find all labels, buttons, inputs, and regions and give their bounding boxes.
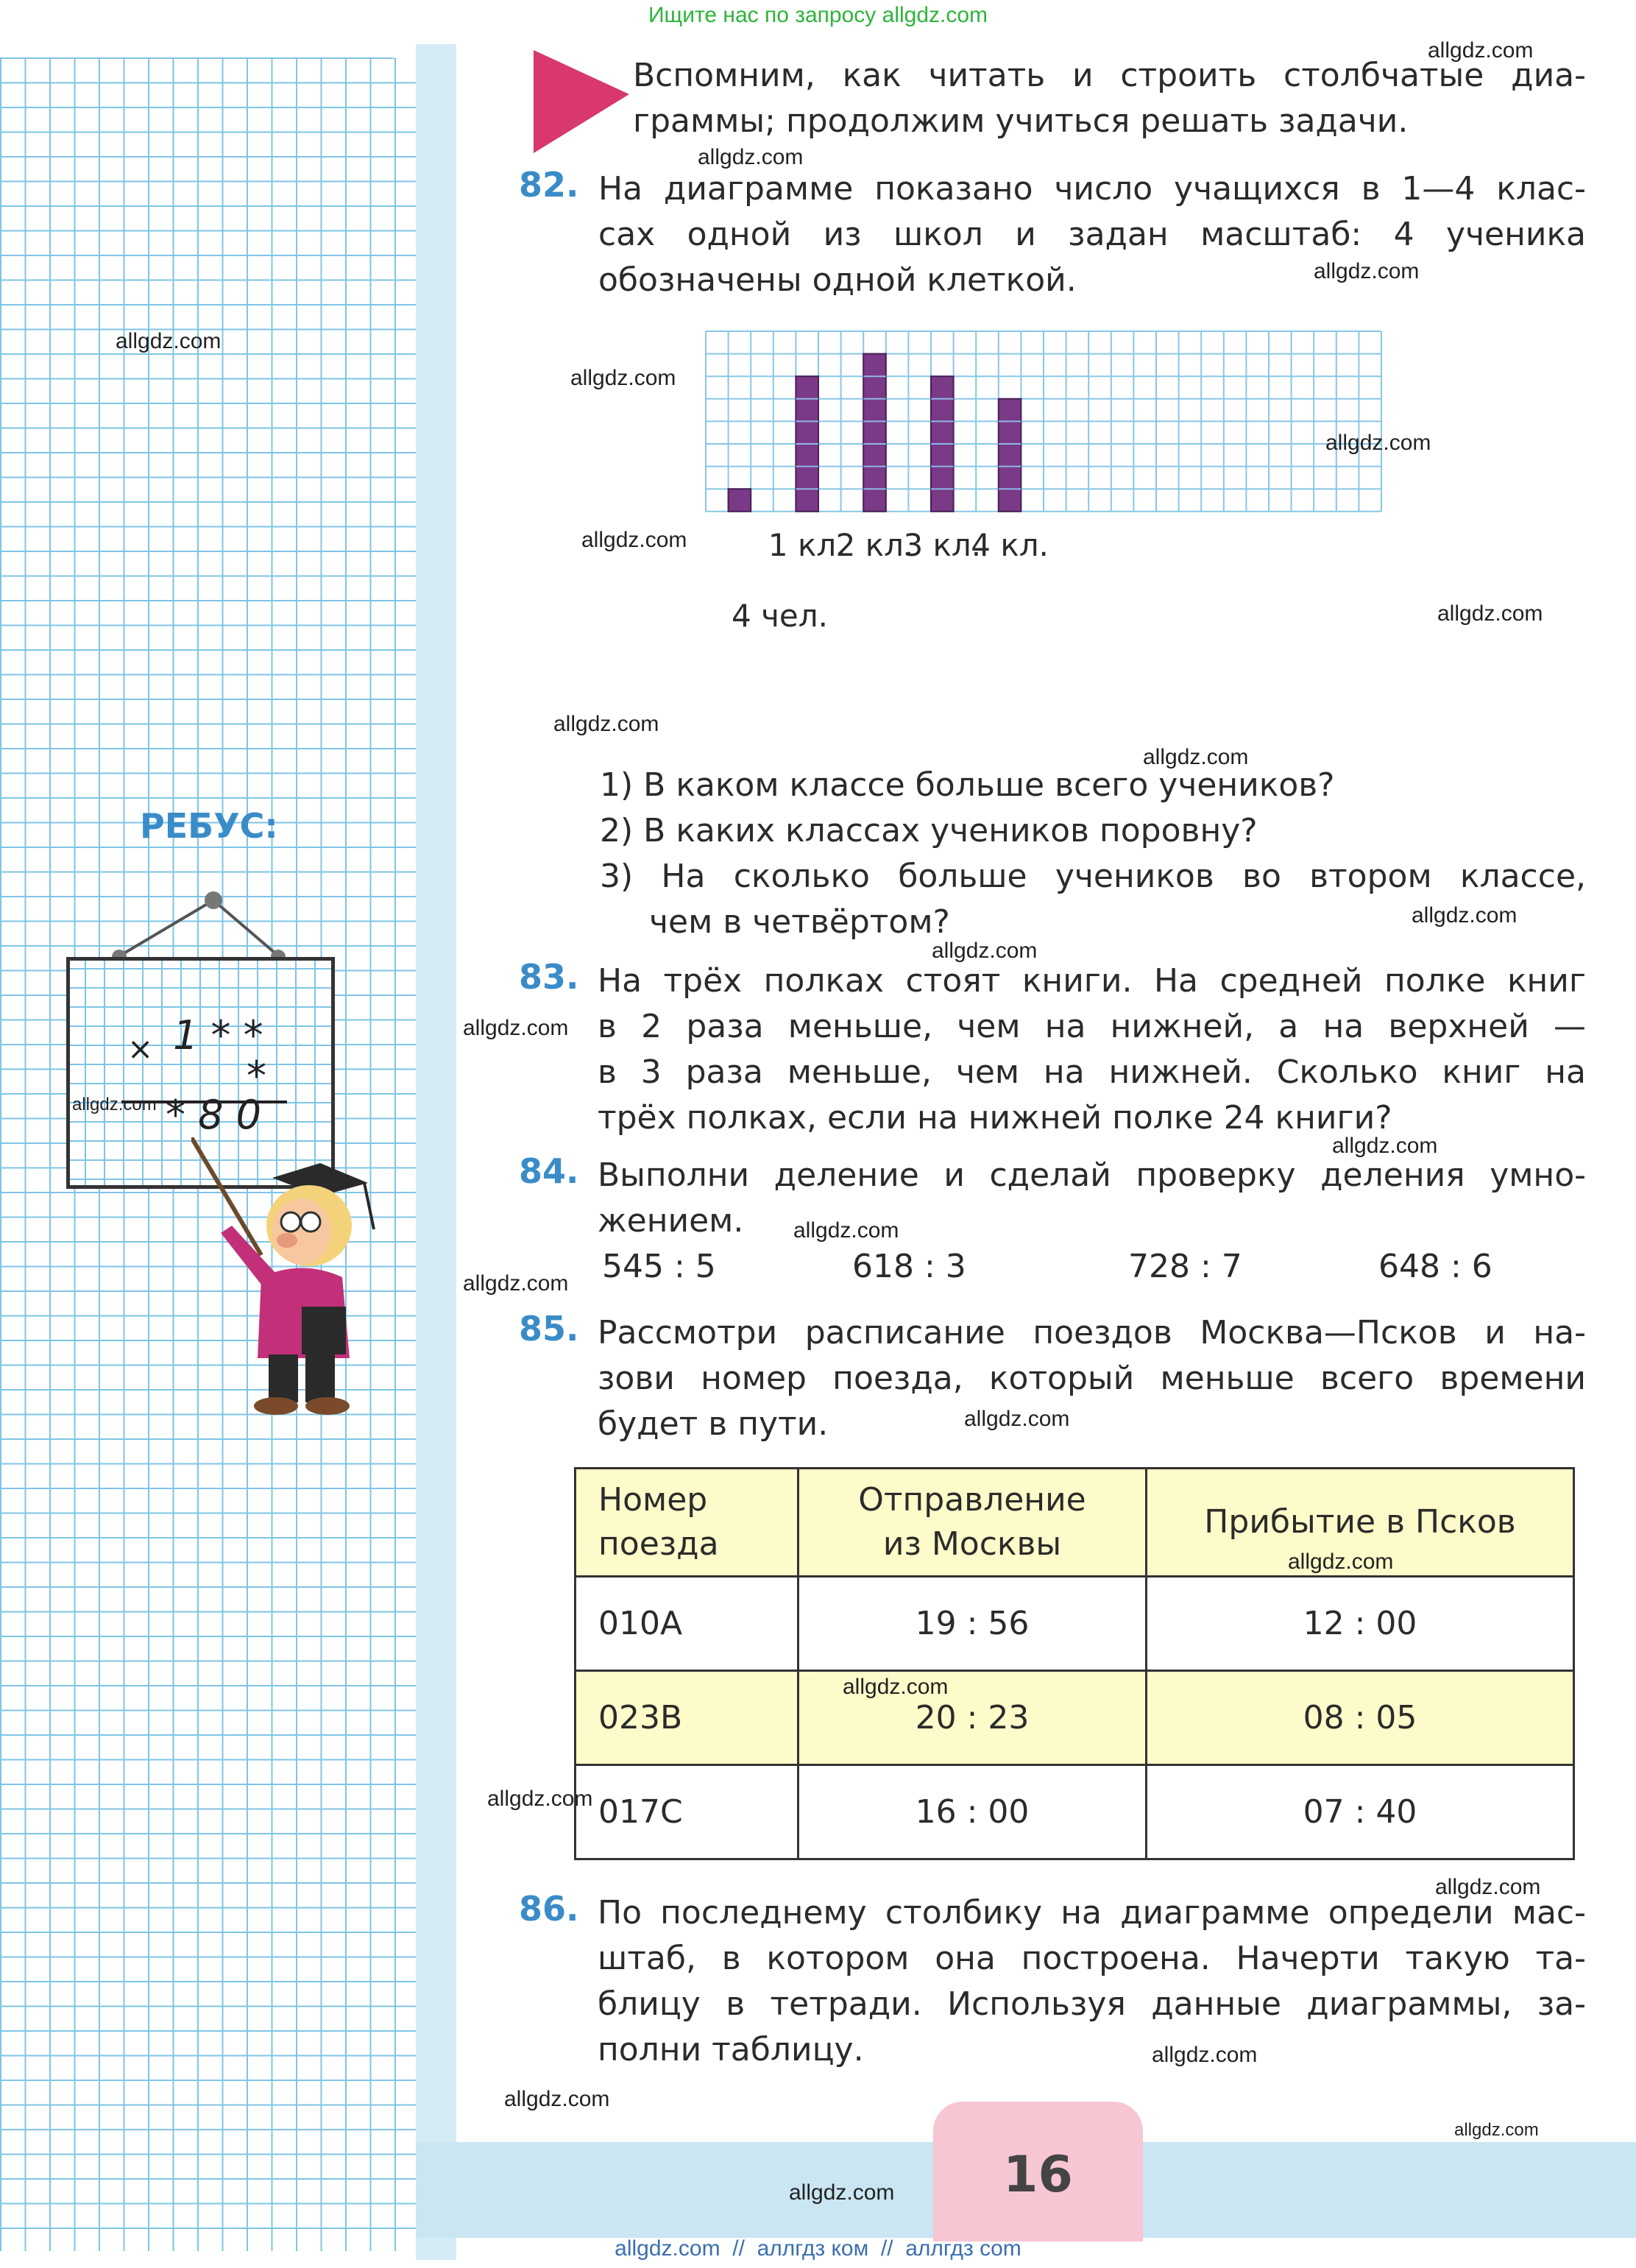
watermark: allgdz.com	[581, 528, 687, 552]
task-82-line-2: сах одной из школ и задан масштаб: 4 ученика	[598, 216, 1586, 253]
intro-triangle-icon	[534, 50, 629, 153]
watermark: allgdz.com	[1152, 2043, 1258, 2067]
task-85-line-3: будет в пути.	[598, 1405, 829, 1443]
chart-category-label: 2 кл.	[835, 526, 914, 563]
cell-arrival: 12 : 00	[1147, 1577, 1574, 1671]
watermark: allgdz.com	[793, 1218, 899, 1243]
task-82-question-3: 3) На сколько больше учеников во втором классе,	[600, 858, 1586, 895]
table-row	[576, 1577, 1574, 1671]
watermark: allgdz.com	[72, 1095, 157, 1114]
cell-arrival: 07 : 40	[1147, 1765, 1574, 1859]
task-82-question-2: 2) В каких классах учеников поровну?	[600, 812, 1258, 849]
watermark: allgdz.com	[570, 366, 676, 390]
task-83-number: 83.	[519, 957, 579, 997]
table-row	[576, 1671, 1574, 1765]
task-85-number: 85.	[519, 1309, 579, 1349]
watermark: allgdz.com	[463, 1271, 569, 1296]
rebus-row1: 1 * *	[173, 1012, 263, 1059]
chart-category-label: 3 кл.	[903, 526, 982, 563]
header-train-number: Номер поезда	[576, 1469, 798, 1577]
task-83-line-3: в 3 раза меньше, чем на нижней. Сколько книг на	[598, 1053, 1586, 1091]
watermark: allgdz.com	[1332, 1134, 1438, 1158]
task-85-line-2: зови номер поезда, который меньше всего времени	[598, 1360, 1586, 1397]
task-82-question-3-cont: чем в четвёртом?	[649, 903, 950, 941]
rebus-title: РЕБУС:	[140, 806, 278, 846]
watermark: allgdz.com	[932, 939, 1038, 963]
task-86-line-2: штаб, в котором она построена. Начерти такую та-	[598, 1940, 1586, 1977]
table-header-row	[576, 1469, 1574, 1577]
watermark: allgdz.com	[463, 1016, 569, 1040]
watermark: allgdz.com	[504, 2087, 610, 2111]
chart-scale-label: 4 чел.	[729, 598, 831, 634]
watermark: allgdz.com	[1428, 38, 1534, 63]
cell-train-number: 010А	[576, 1577, 798, 1671]
watermark: allgdz.com	[1435, 1875, 1541, 1899]
chart-category-label: 1 кл.	[768, 526, 846, 563]
header-departure: Отправление из Москвы	[798, 1469, 1147, 1577]
chart-bar	[863, 354, 886, 512]
rebus-hanger	[103, 880, 302, 964]
watermark: allgdz.com	[553, 712, 659, 736]
task-84-expr-4: 648 : 6	[1378, 1248, 1492, 1285]
intro-line-1: Вспомним, как читать и строить столбчатые диа-	[633, 57, 1586, 94]
task-83-line-1: На трёх полках стоят книги. На средней полке книг	[598, 962, 1586, 1000]
watermark: allgdz.com	[1325, 431, 1431, 455]
task-85-line-1: Рассмотри расписание поездов Москва—Псков и на-	[598, 1314, 1586, 1352]
professor-illustration	[191, 1137, 383, 1417]
watermark: allgdz.com	[843, 1675, 949, 1699]
task-84-number: 84.	[519, 1151, 579, 1191]
task-86-line-4: полни таблицу.	[598, 2031, 864, 2069]
watermark: allgdz.com	[1437, 601, 1543, 626]
watermark: allgdz.com	[1288, 1550, 1394, 1574]
table-row	[576, 1765, 1574, 1859]
task-86-line-3: блицу в тетради. Используя данные диаграммы, за-	[598, 1985, 1586, 2023]
task-84-expr-2: 618 : 3	[852, 1248, 966, 1285]
task-82-question-1: 1) В каком классе больше всего учеников?	[600, 766, 1335, 804]
task-83-line-2: в 2 раза меньше, чем на нижней, а на верхней —	[598, 1008, 1586, 1045]
sidebar-divider	[416, 44, 456, 2260]
bottom-banner[interactable]: allgdz.com // аллгдз ком // аллгдз com	[615, 2236, 1021, 2261]
task-84-line-2: жением.	[598, 1202, 744, 1240]
cell-departure: 20 : 23	[798, 1671, 1147, 1765]
task-82-number: 82.	[519, 165, 579, 205]
task-84-expr-1: 545 : 5	[602, 1248, 716, 1285]
task-86-line-1: По последнему столбику на диаграмме определи мас-	[598, 1894, 1586, 1932]
watermark: allgdz.com	[1314, 259, 1420, 283]
watermark: allgdz.com	[1143, 745, 1249, 769]
watermark: allgdz.com	[964, 1407, 1070, 1431]
watermark: allgdz.com	[789, 2180, 895, 2205]
watermark: allgdz.com	[1454, 2120, 1539, 2140]
task-84-expr-3: 728 : 7	[1128, 1248, 1242, 1285]
cell-arrival: 08 : 05	[1147, 1671, 1574, 1765]
watermark: allgdz.com	[698, 145, 804, 169]
watermark: allgdz.com	[1412, 903, 1518, 928]
cell-train-number: 017С	[576, 1765, 798, 1859]
task-82-line-1: На диаграмме показано число учащихся в 1—4 клас-	[598, 170, 1586, 208]
student-bar-chart	[703, 324, 1384, 747]
rebus-op: ×	[127, 1031, 154, 1067]
cell-departure: 16 : 00	[798, 1765, 1147, 1859]
cell-departure: 19 : 56	[798, 1577, 1147, 1671]
watermark: allgdz.com	[116, 329, 222, 353]
rebus-result: * 8 0	[166, 1092, 262, 1138]
rebus-row2: *	[247, 1053, 266, 1099]
page-number: 16	[1003, 2146, 1073, 2204]
chart-bar	[999, 399, 1021, 512]
task-86-number: 86.	[519, 1889, 579, 1929]
task-84-line-1: Выполни деление и сделай проверку деления умно-	[598, 1156, 1586, 1194]
train-schedule-table	[574, 1467, 1575, 1860]
chart-bar	[729, 489, 751, 512]
top-banner[interactable]: Ищите нас по запросу allgdz.com	[648, 3, 988, 27]
header-arrival: Прибытие в Псков	[1147, 1469, 1574, 1577]
cell-train-number: 023В	[576, 1671, 798, 1765]
task-82-line-3: обозначены одной клеткой.	[598, 261, 1077, 299]
watermark: allgdz.com	[487, 1787, 593, 1811]
task-83-line-4: трёх полках, если на нижней полке 24 книги?	[598, 1099, 1392, 1137]
chart-category-label: 4 кл.	[971, 526, 1049, 563]
intro-line-2: граммы; продолжим учиться решать задачи.	[633, 102, 1409, 140]
page-number-tab	[933, 2102, 1143, 2241]
